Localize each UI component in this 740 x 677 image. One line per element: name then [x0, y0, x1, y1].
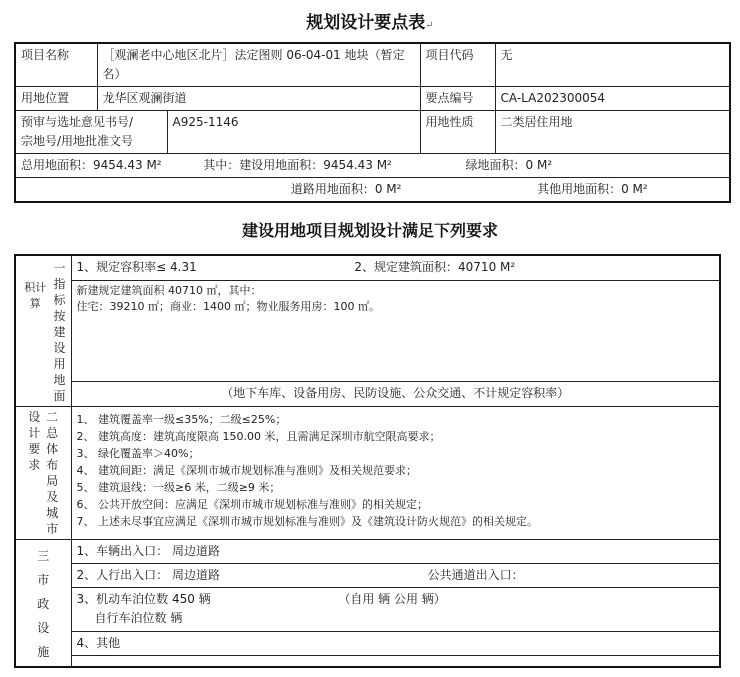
s1-char-6: 用 [53, 357, 66, 371]
s1-far: 1、规定容积率≤ 4.31 [76, 260, 197, 274]
s3-parking-row [71, 588, 720, 631]
s3-row-2 [15, 564, 720, 588]
s2-left-char-2: 要 [28, 442, 41, 456]
row-area-1 [15, 154, 730, 178]
s3-char-1: 市 [37, 573, 50, 587]
s2-right-char-4: 局 [46, 474, 59, 488]
row-project-name [15, 43, 730, 87]
point-no-value: CA-LA202300054 [495, 87, 730, 111]
s3-other: 4、其他 [71, 631, 720, 655]
s1-char-7: 地 [53, 373, 66, 387]
s1-vert-col [53, 260, 65, 404]
s2-item: 7、 上述未尽事宜应满足《深圳市城市规划标准与准则》及《建筑设计防火规范》的相关规定。 [76, 515, 538, 528]
s1-char-0: 一 [53, 261, 66, 275]
s1-row-3 [15, 382, 720, 407]
s1-char-8: 面 [53, 389, 66, 403]
s2-right-char-5: 及 [46, 490, 59, 504]
point-no-label: 要点编号 [420, 87, 495, 111]
area-summary-1 [15, 154, 730, 178]
requirements-title: 建设用地项目规划设计满足下列要求 [241, 221, 498, 240]
s1-overlay-col: 积计算 [24, 281, 47, 310]
land-nature-value: 二类居住用地 [495, 111, 730, 154]
s2-item: 3、 绿化覆盖率＞40%； [76, 447, 200, 460]
s3-vehicle: 1、车辆出入口： 周边道路 [71, 540, 720, 564]
s3-public: 公共通道出入口： [427, 568, 524, 583]
s3-pedestrian: 2、人行出入口： 周边道路 [76, 568, 220, 583]
s2-right-char-7: 市 [46, 522, 59, 536]
s1-char-1: 指 [53, 277, 66, 291]
s2-row [15, 407, 720, 540]
s2-right-char-0: 二 [46, 410, 59, 424]
s3-row-5 [15, 656, 720, 668]
s2-right-char-3: 布 [46, 458, 59, 472]
total-area: 总用地面积：9454.43 M² [21, 158, 162, 172]
document-title: 规划设计要点表↵ [306, 13, 434, 33]
s3-pedestrian-row [71, 564, 720, 588]
basic-info-table [14, 42, 731, 203]
s2-right-char-2: 体 [46, 442, 59, 456]
requirements-table [14, 254, 721, 668]
s3-parking: 3、机动车泊位数 450 辆 [76, 592, 211, 607]
s1-area: 2、规定建筑面积：40710 M² [354, 260, 516, 274]
row-area-2 [15, 178, 730, 203]
s1-char-2: 标 [53, 293, 66, 307]
s2-label [15, 407, 71, 540]
s2-right-col [46, 409, 58, 537]
construction-area: 其中：建设用地面积：9454.43 M² [203, 158, 392, 172]
road-area: 道路用地面积：0 M² [290, 182, 402, 196]
s3-empty [71, 656, 720, 668]
s3-vert-col [21, 544, 66, 664]
location-value: 龙华区观澜街道 [97, 87, 420, 111]
s2-item: 4、 建筑间距：满足《深圳市城市规划标准与准则》及相关规范要求； [76, 464, 417, 477]
s3-label [15, 540, 71, 668]
s1-row-2 [15, 281, 720, 382]
s3-row-4 [15, 631, 720, 655]
green-area: 绿地面积：0 M² [465, 158, 553, 172]
area-summary-2 [15, 178, 730, 203]
s3-char-0: 三 [37, 549, 50, 563]
s3-bike: 自行车泊位数 辆 [94, 611, 183, 626]
s2-item: 6、 公共开放空间：应满足《深圳市城市规划标准与准则》的相关规定； [76, 498, 428, 511]
s2-item: 1、 建筑覆盖率一级≤35%；二级≤25%； [76, 413, 287, 426]
s1-note: （地下车库、设备用房、民防设施、公众交通、不计规定容积率） [71, 382, 720, 407]
location-label: 用地位置 [15, 87, 97, 111]
s2-left-char-0: 设 [28, 410, 41, 424]
s2-right-char-6: 城 [46, 506, 59, 520]
s1-char-3: 按 [53, 309, 66, 323]
project-name-value: ［观澜老中心地区北片］法定图则 06-04-01 地块（暂定名） [97, 43, 420, 87]
land-nature-label: 用地性质 [420, 111, 495, 154]
row-location [15, 87, 730, 111]
pre-approval-label: 预审与选址意见书号/ 宗地号/用地批准文号 [15, 111, 167, 154]
s1-new-construction: 新建规定建筑面积 40710 ㎡，其中： 住宅：39210 ㎡；商业：1400 ㎡；物业服务用房：100 ㎡。 [71, 281, 720, 382]
project-name-label: 项目名称 [15, 43, 97, 87]
other-area: 其他用地面积：0 M² [537, 182, 648, 196]
project-code-label: 项目代码 [420, 43, 495, 87]
s1-row-1 [15, 255, 720, 281]
s2-left-char-3: 求 [28, 458, 41, 472]
s3-parking-type: （自用 辆 公用 辆） [338, 592, 446, 607]
s1-far-area [71, 255, 720, 281]
s3-char-4: 施 [37, 645, 50, 659]
s2-items [71, 407, 720, 540]
s2-item: 2、 建筑高度：建筑高度限高 150.00 米，且需满足深圳市航空限高要求； [76, 430, 441, 443]
s1-char-4: 建 [53, 325, 66, 339]
s3-row-1 [15, 540, 720, 564]
s3-char-3: 设 [37, 621, 50, 635]
s2-left-char-1: 计 [28, 426, 41, 440]
s3-char-2: 政 [37, 597, 50, 611]
s2-left-col [28, 409, 40, 537]
s3-row-3 [15, 588, 720, 631]
s2-right-char-1: 总 [46, 426, 59, 440]
pre-approval-value: A925-1146 [167, 111, 420, 154]
s2-item: 5、 建筑退线：一级≥6 米，二级≥9 米； [76, 481, 281, 494]
s1-char-5: 设 [53, 341, 66, 355]
row-pre-approval [15, 111, 730, 154]
s1-label [15, 255, 71, 407]
project-code-value: 无 [495, 43, 730, 87]
